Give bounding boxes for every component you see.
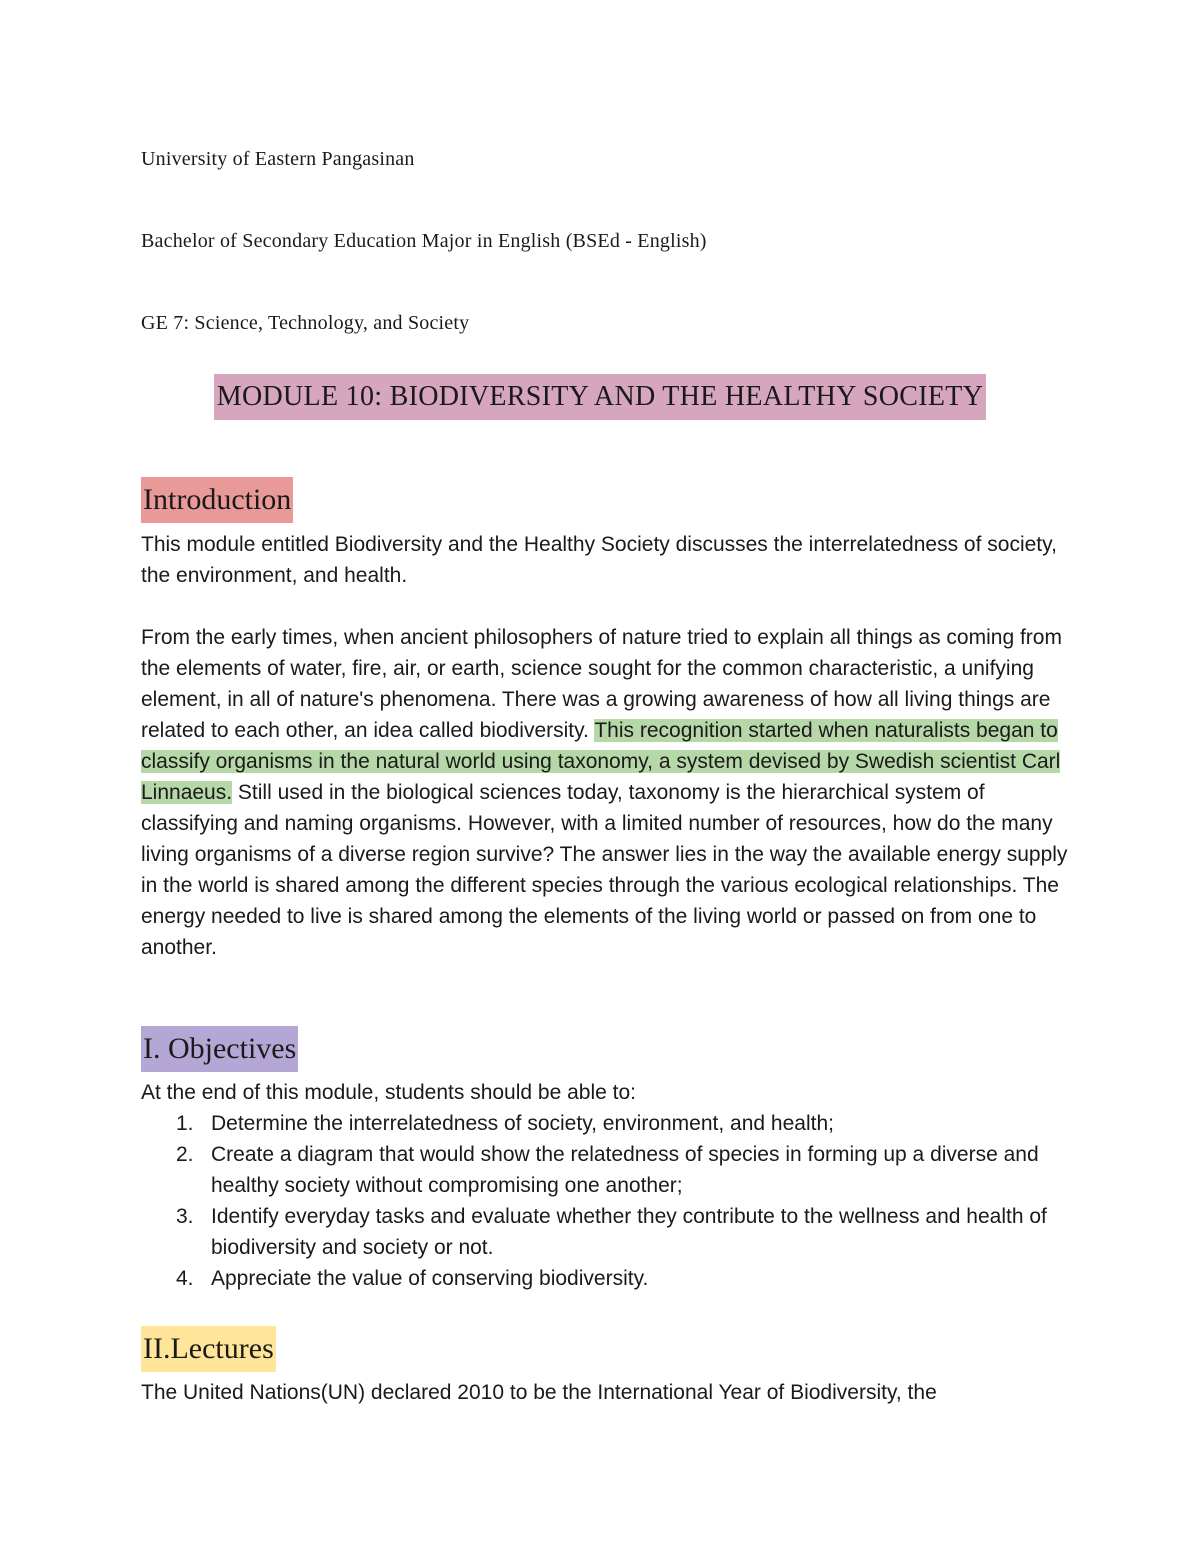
introduction-heading: Introduction	[141, 477, 293, 523]
course-name: GE 7: Science, Technology, and Society	[141, 312, 470, 334]
program-name: Bachelor of Secondary Education Major in English (BSEd - English)	[141, 230, 707, 252]
objective-item	[141, 1263, 1071, 1294]
objective-number: 3.	[176, 1205, 194, 1228]
objective-number: 4.	[176, 1267, 194, 1290]
objective-item	[141, 1201, 1071, 1263]
objective-text: Appreciate the value of conserving biodiversity.	[211, 1267, 649, 1290]
objective-text: Create a diagram that would show the relatedness of species in forming up a diverse and healthy society without compromising one another;	[211, 1143, 1039, 1197]
highlighted-text: This recognition started when naturalists began to classify organisms in the natural world using taxonomy, a system devised by Swedish scientist Carl Linnaeus.	[141, 719, 1061, 804]
module-title-container	[141, 374, 1059, 420]
introduction-paragraph-1: This module entitled Biodiversity and the Healthy Society discusses the interrelatedness of society, the environment, and health.	[141, 533, 1057, 587]
introduction-paragraph-2	[141, 622, 1071, 963]
objective-item	[141, 1139, 1071, 1201]
introduction-paragraph-2-text: From the early times, when ancient philosophers of nature tried to explain all things as coming from the elements of water, fire, air, or earth, science sought for the common characteristic, a unifying element, in all of nature's phenomena. There was a growing awareness of how all living things are related to each other, an idea called biodiversity.	[141, 626, 1062, 742]
objective-text: Determine the interrelatedness of society, environment, and health;	[211, 1112, 834, 1135]
lectures-heading: II.Lectures	[141, 1326, 276, 1372]
lectures-paragraph-1: The United Nations(UN) declared 2010 to be the International Year of Biodiversity, the	[141, 1381, 937, 1404]
introduction-paragraph-2-continuation: Still used in the biological sciences today, taxonomy is the hierarchical system of classifying and naming organisms. However, with a limited number of resources, how do the many living organisms of a diverse region survive? The answer lies in the way the available energy supply in the world is shared among the different species through the various ecological relationships. The energy needed to live is shared among the elements of the living world or passed on from one to another.	[141, 781, 1068, 959]
module-title: MODULE 10: BIODIVERSITY AND THE HEALTHY SOCIETY	[214, 374, 986, 420]
university-name: University of Eastern Pangasinan	[141, 148, 415, 170]
objective-item	[141, 1108, 1071, 1139]
objective-number: 1.	[176, 1112, 194, 1135]
objective-number: 2.	[176, 1143, 194, 1166]
objectives-list	[141, 1108, 1071, 1294]
objectives-heading: I. Objectives	[141, 1026, 298, 1072]
objective-text: Identify everyday tasks and evaluate whether they contribute to the wellness and health of biodiversity and society or not.	[211, 1205, 1047, 1259]
objectives-intro: At the end of this module, students should be able to:	[141, 1081, 636, 1104]
